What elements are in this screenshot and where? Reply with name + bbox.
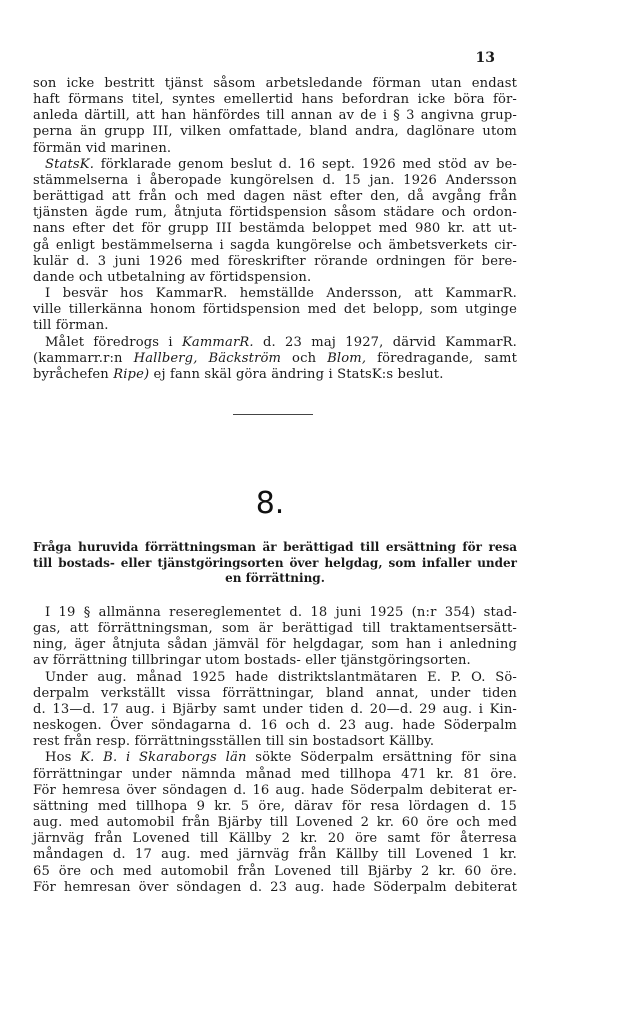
section-heading <box>33 540 517 587</box>
text-fragment: (kammarr.r:n <box>33 350 134 366</box>
page-number: 13 <box>475 50 495 66</box>
text-block-lower <box>33 605 517 896</box>
text-fragment: Hos <box>45 750 81 766</box>
heading-line: till bostads- eller tjänstgöringsorten över helgdag, som infaller under <box>33 555 517 570</box>
statsk-label: StatsK. <box>45 156 95 172</box>
paragraph-statsk-first-line <box>33 157 517 173</box>
text-line: kulär d. 3 juni 1926 med föreskrifter rörande ordningen för bere- <box>33 253 517 269</box>
text-fragment: sökte Söderpalm ersättning för sina <box>246 750 517 766</box>
text-fragment: Målet föredrogs i <box>45 334 182 350</box>
text-line: rest från resp. förrättningsställen till sin bostadsort Källby. <box>33 734 435 750</box>
text-line-judges <box>33 351 517 367</box>
text-line-chief <box>33 367 517 383</box>
paragraph-hos-first-line <box>33 750 517 766</box>
text-line: förmän vid marinen. <box>33 140 172 156</box>
text-line: nans efter det för grupp III bestämda beloppet med 980 kr. att ut- <box>33 221 517 237</box>
statsk-first-rest: förklarade genom beslut d. 16 sept. 1926 med stöd av be- <box>94 156 517 172</box>
text-line: järnväg från Lovened till Källby 2 kr. 20 öre samt för återresa <box>33 831 517 847</box>
text-line: haft förmans titel, syntes emellertid hans befordran icke böra för- <box>33 92 517 108</box>
court-name-italic: KammarR. <box>181 334 254 350</box>
heading-line: en förrättning. <box>225 571 325 585</box>
text-fragment: byråchefen <box>33 366 114 382</box>
text-line: För hemresa över söndagen d. 16 aug. hade Söderpalm debiterat er- <box>33 782 517 798</box>
paragraph-malet-first-line <box>33 335 517 351</box>
judge-name-italic: Blom, <box>327 350 367 366</box>
section-number: 8. <box>255 486 285 521</box>
text-line: derpalm verkställt vissa förrättningar, bland annat, under tiden <box>33 685 517 701</box>
text-block-upper <box>33 76 517 383</box>
text-line: sättning med tillhopa 9 kr. 5 öre, därav för resa lördagen d. 15 <box>33 798 517 814</box>
heading-line: Fråga huruvida förrättningsman är berättigad till ersättning för resa <box>33 540 517 554</box>
judge-names-italic: Hallberg, Bäckström <box>133 350 282 366</box>
text-line: gas, att förrättningsman, som är berättigad till traktamentsersätt- <box>33 621 517 637</box>
text-line: tjänsten ägde rum, åtnjuta förtidspension såsom städare och ordon- <box>33 205 517 221</box>
text-line: berättigad att från och med dagen näst efter den, då avgång från <box>33 189 517 205</box>
text-line: aug. med automobil från Bjärby till Lovened 2 kr. 60 öre och med <box>33 815 517 831</box>
authority-name-italic: K. B. i Skaraborgs län <box>80 750 247 766</box>
text-line: dande och utbetalning av förtidspension. <box>33 269 312 285</box>
text-line: av förrättning tillbringar utom bostads- eller tjänstgöringsorten. <box>33 653 471 669</box>
text-fragment: d. 23 maj 1927, därvid KammarR. <box>253 334 517 350</box>
text-line: förrättningar under nämnda månad med tillhopa 471 kr. 81 öre. <box>33 766 517 782</box>
text-line: d. 13—d. 17 aug. i Bjärby samt under tiden d. 20—d. 29 aug. i Kin- <box>33 701 517 717</box>
text-line: son icke bestritt tjänst såsom arbetsledande förman utan endast <box>33 76 517 91</box>
section-divider <box>233 414 313 415</box>
paragraph-under-first-line: Under aug. månad 1925 hade distriktslantmätaren E. P. O. Sö- <box>45 669 517 685</box>
text-line: till förman. <box>33 318 109 334</box>
text-line: För hemresan över söndagen d. 23 aug. hade Söderpalm debiterat <box>33 879 517 895</box>
text-fragment: och <box>281 350 328 366</box>
text-line: anleda därtill, att han hänfördes till annan av de i § 3 angivna grup- <box>33 108 517 124</box>
text-line: måndagen d. 17 aug. med järnväg från Källby till Lovened 1 kr. <box>33 847 517 863</box>
text-fragment: ej fann skäl göra ändring i StatsK:s beslut. <box>149 366 444 382</box>
text-line: neskogen. Över söndagarna d. 16 och d. 23 aug. hade Söderpalm <box>33 718 517 734</box>
text-line: ning, äger åtnjuta sådan jämväl för helgdagar, som han i anledning <box>33 637 517 653</box>
text-line: 65 öre och med automobil från Lovened till Bjärby 2 kr. 60 öre. <box>33 863 517 879</box>
paragraph-besvar-first-line: I besvär hos KammarR. hemställde Andersson, att KammarR. <box>45 286 517 302</box>
paragraph-first-line: I 19 § allmänna resereglementet d. 18 juni 1925 (n:r 354) stad- <box>45 605 517 620</box>
text-line: perna än grupp III, vilken omfattade, bland andra, daglönare utom <box>33 124 517 140</box>
text-line: ville tillerkänna honom förtidspension med det belopp, som utginge <box>33 302 517 318</box>
chief-name-italic: Ripe) <box>113 366 150 382</box>
text-line: stämmelserna i åberopade kungörelsen d. 15 jan. 1926 Andersson <box>33 172 517 188</box>
text-line: gå enligt bestämmelserna i sagda kungörelse och ämbetsverkets cir- <box>33 237 517 253</box>
text-fragment: föredragande, samt <box>366 350 517 366</box>
